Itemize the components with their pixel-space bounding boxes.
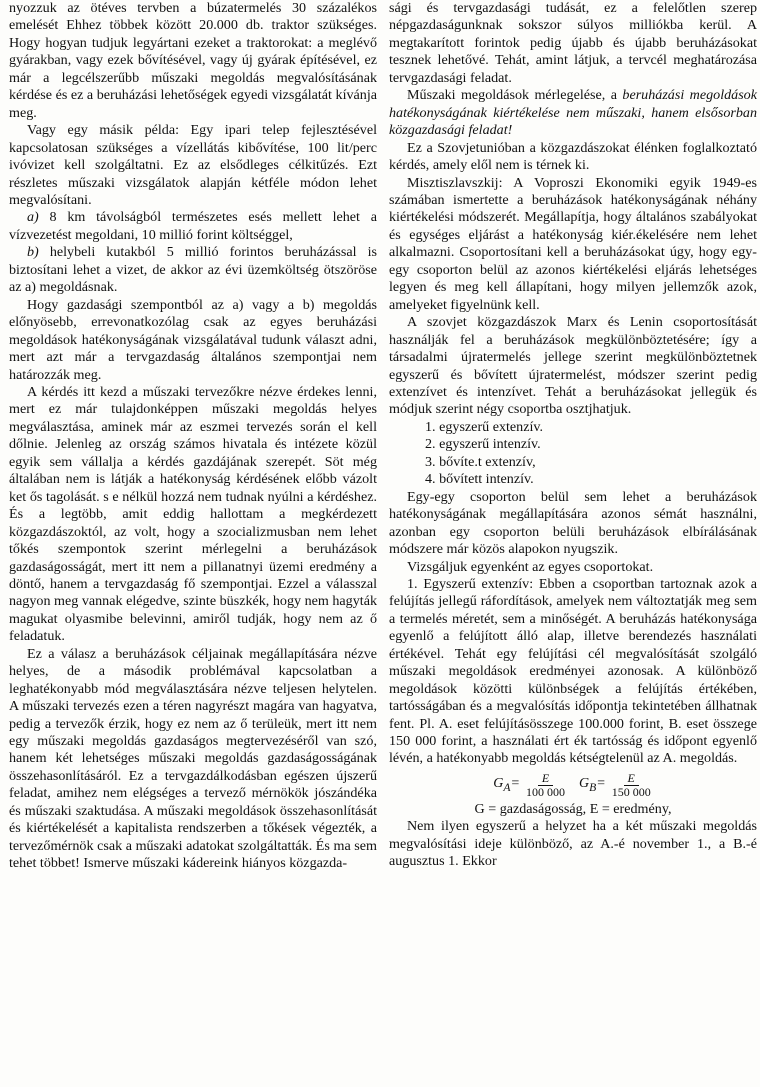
formula-a-fraction (524, 772, 567, 799)
paragraph: Ez a Szovjetunióban a közgazdászokat élénken foglalkoztató kérdés, amely elől nem is térnek ki. (389, 139, 757, 174)
formula-a-denominator: 100 000 (526, 784, 565, 799)
emphasis-italic: beruházási megoldások hatékonyságának kiértékelése nem műszaki, hanem elsősorban közgazdasági feladat! (389, 87, 757, 139)
option-a-paragraph (9, 209, 377, 244)
option-b-paragraph (9, 244, 377, 296)
formula-a-numerator: E (538, 772, 553, 786)
left-column (9, 0, 377, 873)
formula-b-label: $G_B=$ (579, 775, 606, 794)
paragraph: sági és tervgazdasági tudását, ez a felelőtlen szerep népgazdaságunknak sokszor súlyos milliókba kerül. A megtakarított forintok pedig újabb és újabb beruházásokat tesznek lehetővé. Tehát, amint látjuk, a tervcél meghatározása tervgazdasági feladat. (389, 0, 757, 86)
formula-a (493, 772, 567, 799)
group-list (389, 419, 757, 489)
paragraph: 1. Egyszerű extenzív: Ebben a csoportban tartoznak azok a felújítás jellegű ráfordítások, amelyek nem változtatják meg sem a termelés méretét, sem a minőségét. A beruházás hatékonysága egyenlő a felújított álló alap, illetve berendezés használati értékével. Tehát egy felújítási cél megvalósítását szolgáló műszaki megoldások eredményei azonosak. A különböző megoldások közötti különbségek a felújítás értékében, tartósságában és a megvalósítás időpontja tekintetében állhatnak fent. Pl. A. eset felújításösszege 100.000 forint, B. eset összege 150 000 forint, a használati ért ék tartósság és időpont egyenlő lévén, a hatékonyabb megoldás kétségtelenül az A. megoldás. (389, 575, 757, 767)
emphasis-paragraph (389, 87, 757, 139)
paragraph: Vagy egy másik példa: Egy ipari telep fejlesztésével kapcsolatosan szükséges a vízellátás kibővítése, 100 lit/perc ivóvizet kell szolgáltatni. Ez az elsődleges célkitűzés. Ezt részletes műszaki vizsgálatok alapján kétféle módon lehet megvalósítani. (9, 122, 377, 208)
option-b-text: helybeli kutakból 5 millió forintos beruházással is biztosítani lehet a vizet, de akkor az évi üzemköltség ötszöröse az a) megoldásnak. (9, 244, 377, 296)
formula-b (579, 772, 653, 799)
formula-a-label: $G_A=$ (493, 775, 520, 794)
option-a-text: 8 km távolságból természetes esés mellett lehet a vízvezetést megoldani, 10 millió forint költséggel, (9, 209, 377, 243)
paragraph: Nem ilyen egyszerű a helyzet ha a két műszaki megoldás megvalósítási ideje különböző, az A.-é november 1., a B.-é augusztus 1. Ekkor (389, 818, 757, 870)
paragraph: Misztiszlavszkij: A Voproszi Ekonomiki egyik 1949-es számában ismertette a beruházások hatékonyságának néhány kiértékelési módszerét. Megállapítja, hogy általános szabályokat és egységes eljárást a hatékonyság kiér.ékelésére nem lehet alkalmazni. Csoportosítani kell a beruházásokat úgy, hogy egy-egy csoporton belül az azonos kiértékelési eljárás lehetséges legyen és meg kell állapítani, hogy milyen jellemzők azok, amelyeket figyelnünk kell. (389, 174, 757, 313)
paragraph: Egy-egy csoporton belül sem lehet a beruházások hatékonyságának megállapítására azonos sémát használni, azonban egy csoporton belüli beruházások elbírálásának módszere már közös alapokon nyugszik. (389, 488, 757, 558)
paragraph: Vizsgáljuk egyenként az egyes csoportokat. (407, 558, 654, 575)
list-item: 4. bővített intenzív. (425, 471, 534, 488)
formula-b-denominator: 150 000 (611, 784, 651, 799)
option-b-label: b) (27, 244, 39, 261)
list-item: 3. bővíte.t extenzív, (425, 453, 536, 470)
emphasis-lead: Műszaki megoldások mérlegelése, a (407, 87, 623, 104)
paragraph: Ez a válasz a beruházások céljainak megállapítására nézve helyes, de a második problémával kapcsolatban a leghatékonyabb mód megválasztására nézve teljesen helytelen. A műszaki tervezés ezen a téren nagyrészt magára van hagyatva, pedig a tervezők érzik, hogy ez nem az ő terüleük, mert itt nem egy műszaki megoldás gazdaságos megtervezéséről van szó, hanem két lehetséges műszaki megoldás gazdaságosságának összehasonlításáról. Ez a tervgazdálkodásban egészen újszerű feladat, amihez nem elégséges a tervező mérnökök jószándéka és műszaki szaktudása. A műszaki megoldások összehasonlítását és kiértékelését a kapitalista rendszerben a tőkések végezték, a tervezőmérnök csak a műszaki adatokat szolgáltatták. És ma sem tehet többet! Ismerve műszaki kádereink hiányos közgazda- (9, 645, 377, 872)
paragraph: Hogy gazdasági szempontból az a) vagy a b) megoldás előnyösebb, errevonatkozólag csak az egyes beruházási megoldások hatékonyságának vizsgálatával tudunk választ adni, mert azt már a tervgazdaság általános szempontjai nem határozzák meg. (9, 296, 377, 383)
paragraph: nyozzuk az ötéves tervben a búzatermelés 30 százalékos emelését Ehhez többek között 20.000 db. traktor szükséges. Hogy hogyan tudjuk legyártani ezeket a traktorokat: a meglévő gyárakban, vagy ezek bővítésével, vagy új gyárak építésével, ez már a legcélszerűbb műszaki megoldás megvalósításának kérdése és ez a beruházási lehetőségek egyedi vizsgálatát kívánja meg. (9, 0, 377, 121)
paragraph: A kérdés itt kezd a műszaki tervezőkre nézve érdekes lenni, mert ez már tulajdonképpen műszaki megoldás helyes megválasztása, aminek már az eszmei tervezés során el kell dőlnie. Jelenleg az ország számos hivatala és intézete közül egyik sem vállalja a kérdés gazdájának szerepét. Söt még általában nem is látják a hatékonyság kérdésének előbb vázolt ket ős tagolását. s e nélkül hozzá nem tudnak nyúlni a kérdéshez. És a legtöbb, amit eddig hallottam a megkérdezett közgazdászoktól, az volt, hogy a szocializmusban nem lehet tőkés szempontok szerint mérlegelni a beruházások gazdaságosságát, mert itt nem a pillanatnyi üzemi eredmény a döntő, hanem a tervgazdaság fő szempontjai. Ezzel a válasszal nagyon meg vannak elégedve, szinte büszkék, hogy nem hagyták magukat olyasmibe belevinni, amiről tudják, hogy nem az ő feladatuk. (9, 383, 377, 645)
right-column (389, 0, 757, 871)
list-item: 2. egyszerű intenzív. (425, 436, 541, 453)
formula-definition: G = gazdaságosság, E = eredmény, (474, 800, 672, 817)
option-a-label: a) (27, 209, 39, 226)
paragraph: A szovjet közgazdászok Marx és Lenin csoportosítását használják fel a beruházások megkülönböztetésére; így a társadalmi újratermelés jellege szerint megkülönböztetnek egyszerű és bővített újratermelést, módszer szerint pedig extenzívet és intenzívet. Tehát a beruházásokat jellegük és módjuk szerint négy csoportba osztjhatjuk. (389, 314, 757, 418)
formula-b-numerator: E (624, 772, 639, 786)
efficiency-formula (389, 772, 757, 799)
formula-b-fraction (610, 772, 653, 799)
list-item: 1. egyszerű extenzív. (425, 418, 544, 435)
